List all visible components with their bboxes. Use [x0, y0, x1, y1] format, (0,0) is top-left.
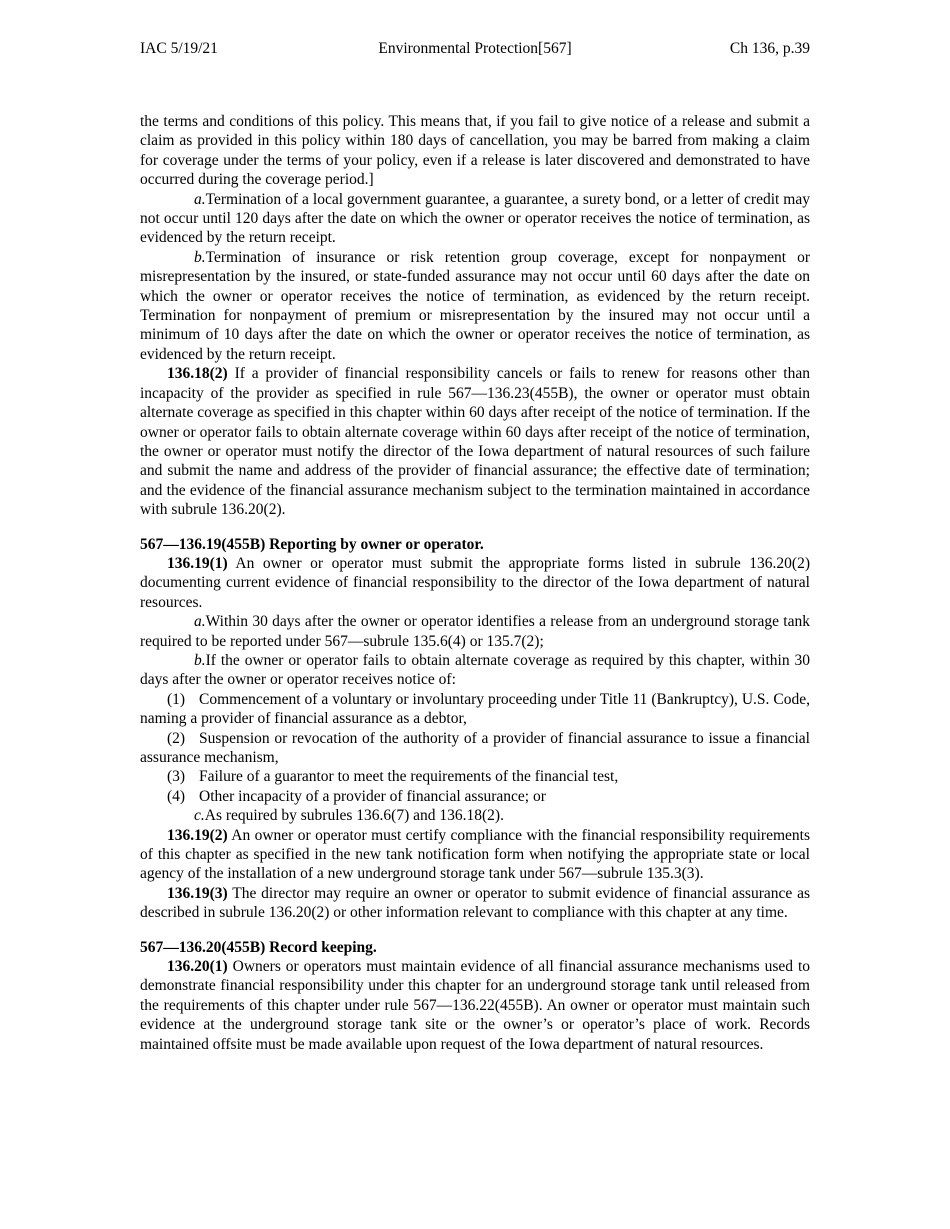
- paragraph-19-a: [140, 612, 810, 651]
- subrule-number: 136.18(2): [167, 365, 228, 383]
- list-item-4: [140, 787, 810, 806]
- subrule-text: The director may require an owner or operator to submit evidence of financial assurance as described in subrule 136.20(2) or other information relevant to compliance with this chapter at any time.: [140, 884, 810, 922]
- section-heading-136-19: 567—136.19(455B) Reporting by owner or operator.: [140, 535, 484, 553]
- subrule-136-20-1: [140, 957, 810, 1054]
- paragraph-19-c: [140, 806, 810, 825]
- item-text: As required by subrules 136.6(7) and 136.18(2).: [204, 807, 504, 825]
- header-title: Environmental Protection[567]: [378, 40, 572, 57]
- item-label: c.: [194, 807, 205, 825]
- subrule-136-19-1: [140, 554, 810, 612]
- subrule-number: 136.20(1): [167, 958, 228, 976]
- subrule-text: Owners or operators must maintain evidence of all financial assurance mechanisms used to demonstrate financial responsibility under this chapter for an underground storage tank until released from the requirements of this chapter under rule 567—136.22(455B). An owner or operator must maintain such evidence at the underground storage tank site or the owner’s or operator’s place of work. Records maintained offsite must be made available upon request of the Iowa department of natural resources.: [140, 958, 810, 1053]
- subrule-text: If a provider of financial responsibility cancels or fails to renew for reasons other than incapacity of the provider as specified in rule 567—136.23(455B), the owner or operator must obtain alternate coverage as specified in this chapter within 60 days after receipt of the notice of termination. If the owner or operator fails to obtain alternate coverage within 60 days after receipt of the notice of termination, the owner or operator must notify the director of the Iowa department of natural resources of such failure and submit the name and address of the provider of financial assurance; the effective date of termination; and the evidence of the financial assurance mechanism subject to the termination maintained in accordance with subrule 136.20(2).: [140, 365, 810, 519]
- continuation-paragraph: the terms and conditions of this policy. This means that, if you fail to give notice of a release and submit a claim as provided in this policy within 180 days of cancellation, you may be barred from making a claim for coverage under the terms of your policy, even if a release is later discovered and demonstrated to have occurred during the coverage period.]: [140, 113, 810, 189]
- subrule-text: An owner or operator must submit the appropriate forms listed in subrule 136.20(2) documenting current evidence of financial responsibility to the director of the Iowa department of natural resources.: [140, 554, 810, 611]
- subrule-136-19-3: [140, 884, 810, 923]
- item-label: b.: [194, 248, 206, 266]
- paragraph-b: [140, 248, 810, 364]
- list-item-3: [140, 767, 810, 786]
- header-page-number: Ch 136, p.39: [729, 40, 810, 57]
- item-text: Suspension or revocation of the authority of a provider of financial assurance to issue a financial assurance mechanism,: [140, 729, 810, 766]
- item-label: (3): [167, 768, 186, 786]
- item-label: b.: [194, 651, 206, 669]
- subrule-number: 136.19(2): [167, 826, 228, 844]
- subrule-number: 136.19(1): [167, 554, 228, 572]
- item-label: a.: [194, 613, 206, 631]
- document-body: [140, 112, 810, 1054]
- paragraph-a: [140, 190, 810, 248]
- subrule-136-18-2: [140, 364, 810, 519]
- item-text: Failure of a guarantor to meet the requirements of the financial test,: [199, 768, 619, 786]
- item-text: Within 30 days after the owner or operator identifies a release from an underground storage tank required to be reported under 567—subrule 135.6(4) or 135.7(2);: [140, 613, 810, 650]
- item-label: (1): [167, 690, 186, 708]
- paragraph-19-b: [140, 651, 810, 690]
- item-text: If the owner or operator fails to obtain alternate coverage as required by this chapter, within 30 days after the owner or operator receives notice of:: [140, 651, 810, 689]
- item-label: (2): [167, 729, 186, 747]
- header-date: IAC 5/19/21: [140, 40, 218, 57]
- item-text: Termination of insurance or risk retention group coverage, except for nonpayment or misrepresentation by the insured, or state-funded assurance may not occur until 60 days after the date on which the owner or operator receives the notice of termination, as evidenced by the return receipt. Termination for nonpayment of premium or misrepresentation by the insured may not occur until a minimum of 10 days after the date on which the owner or operator receives the notice of termination, as evidenced by the return receipt.: [140, 248, 810, 363]
- subrule-text: An owner or operator must certify compliance with the financial responsibility requirements of this chapter as specified in the new tank notification form when notifying the appropriate state or local agency of the installation of a new underground storage tank under 567—subrule 135.3(3).: [140, 826, 810, 883]
- running-header: [140, 40, 810, 62]
- item-label: (4): [167, 787, 186, 805]
- item-text: Termination of a local government guarantee, a guarantee, a surety bond, or a letter of credit may not occur until 120 days after the date on which the owner or operator receives the notice of termination, as evidenced by the return receipt.: [140, 190, 810, 247]
- item-text: Other incapacity of a provider of financial assurance; or: [199, 787, 546, 805]
- list-item-1: [140, 690, 810, 729]
- subrule-number: 136.19(3): [167, 884, 228, 902]
- item-text: Commencement of a voluntary or involuntary proceeding under Title 11 (Bankruptcy), U.S. Code, naming a provider of financial assurance as a debtor,: [140, 690, 810, 728]
- section-heading-136-20: 567—136.20(455B) Record keeping.: [140, 938, 377, 956]
- subrule-136-19-2: [140, 826, 810, 884]
- list-item-2: [140, 729, 810, 768]
- item-label: a.: [194, 190, 206, 208]
